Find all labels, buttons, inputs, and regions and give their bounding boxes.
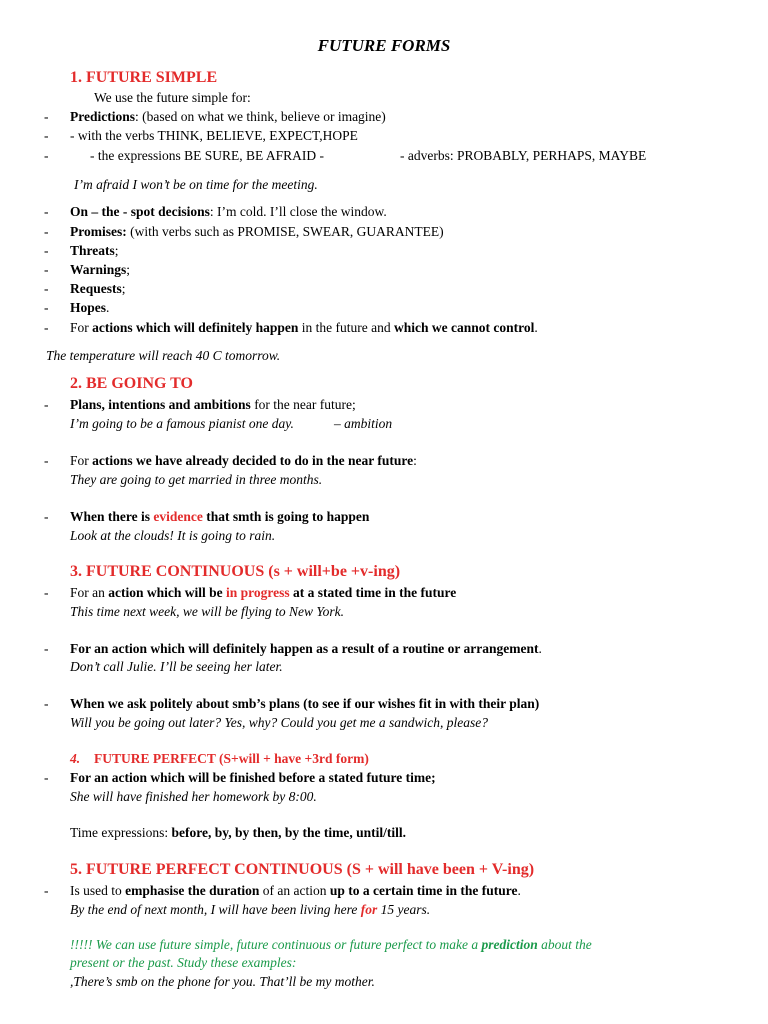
s5-example-1: By the end of next month, I will have been living here for 15 years. [70,902,431,917]
bullet-dash: - [44,320,49,335]
s5-note-line-2: present or the past. Study these examples: [70,955,297,970]
bullet-dash: - [44,128,49,143]
bullet-dash: - [44,585,49,600]
bullet-dash: - [44,148,49,163]
s2-example-1: I’m going to be a famous pianist one day. [70,416,294,431]
s3-line-politely: When we ask politely about smb’s plans (to see if our wishes fit in with their plan) [70,696,540,711]
bullet-dash: - [44,204,49,219]
s1-line-actions: For actions which will definitely happen in the future and which we cannot control. [70,320,538,335]
bullet-dash: - [44,397,49,412]
s1-example-1: I’m afraid I won’t be on time for the meeting. [74,177,318,192]
s1-line-expressions: - the expressions BE SURE, BE AFRAID - [90,148,324,163]
bullet-dash: - [44,696,49,711]
section-4-number: 4. [70,751,81,766]
bullet-dash: - [44,453,49,468]
bullet-dash: - [44,281,49,296]
s1-line-requests: Requests; [70,281,126,296]
page-title: FUTURE FORMS [317,36,451,55]
bullet-dash: - [44,243,49,258]
s3-example-1: This time next week, we will be flying to New York. [70,604,344,619]
s2-example-3: Look at the clouds! It is going to rain. [70,528,276,543]
s3-line-routine: For an action which will definitely happen as a result of a routine or arrangement. [70,641,542,656]
s1-line-predictions: Predictions: (based on what we think, believe or imagine) [70,109,386,124]
bullet-dash: - [44,641,49,656]
s5-example-2: ,There’s smb on the phone for you. That’ll be my mother. [70,974,375,989]
s1-line-adverbs: - adverbs: PROBABLY, PERHAPS, MAYBE [400,148,647,163]
s1-line-warnings: Warnings; [70,262,131,277]
s3-example-2: Don’t call Julie. I’ll be seeing her later. [70,659,283,674]
s5-line-duration: Is used to emphasise the duration of an action up to a certain time in the future. [70,883,521,898]
s2-example-1-note: – ambition [334,416,393,431]
s2-line-evidence: When there is evidence that smth is going to happen [70,509,370,524]
section-2-heading: 2. BE GOING TO [70,375,193,392]
bullet-dash: - [44,300,49,315]
s2-example-2: They are going to get married in three months. [70,472,323,487]
s3-example-3: Will you be going out later? Yes, why? Could you get me a sandwich, please? [70,715,488,730]
section-3-heading: 3. FUTURE CONTINUOUS (s + will+be +v-ing) [70,563,401,580]
s2-line-decided: For actions we have already decided to do in the near future: [70,453,417,468]
s4-example-1: She will have finished her homework by 8:00. [70,789,317,804]
s1-line-promises: Promises: (with verbs such as PROMISE, SWEAR, GUARANTEE) [70,224,444,239]
bullet-dash: - [44,262,49,277]
bullet-dash: - [44,224,49,239]
bullet-dash: - [44,883,49,898]
s3-line-progress: For an action which will be in progress at a stated time in the future [70,585,457,600]
section-1-heading: 1. FUTURE SIMPLE [70,69,218,86]
s4-time-expressions: Time expressions: before, by, by then, by the time, until/till. [70,825,407,840]
s1-line-hopes: Hopes. [70,300,110,315]
s4-line-finished: For an action which will be finished before a stated future time; [70,770,436,785]
s1-intro: We use the future simple for: [94,90,251,105]
bullet-dash: - [44,109,49,124]
section-4-heading: FUTURE PERFECT (S+will + have +3rd form) [94,751,369,766]
s5-note: !!!!! We can use future simple, future continuous or future perfect to make a prediction about the [70,937,592,952]
section-5-heading: 5. FUTURE PERFECT CONTINUOUS (S + will have been + V-ing) [70,861,535,878]
s1-line-decisions: On – the - spot decisions: I’m cold. I’ll close the window. [70,204,387,219]
s2-line-plans: Plans, intentions and ambitions for the near future; [70,397,356,412]
s1-example-2: The temperature will reach 40 C tomorrow. [46,348,281,363]
bullet-dash: - [44,770,49,785]
s1-line-threats: Threats; [70,243,119,258]
s1-line-verbs: - with the verbs THINK, BELIEVE, EXPECT,HOPE [70,128,358,143]
bullet-dash: - [44,509,49,524]
